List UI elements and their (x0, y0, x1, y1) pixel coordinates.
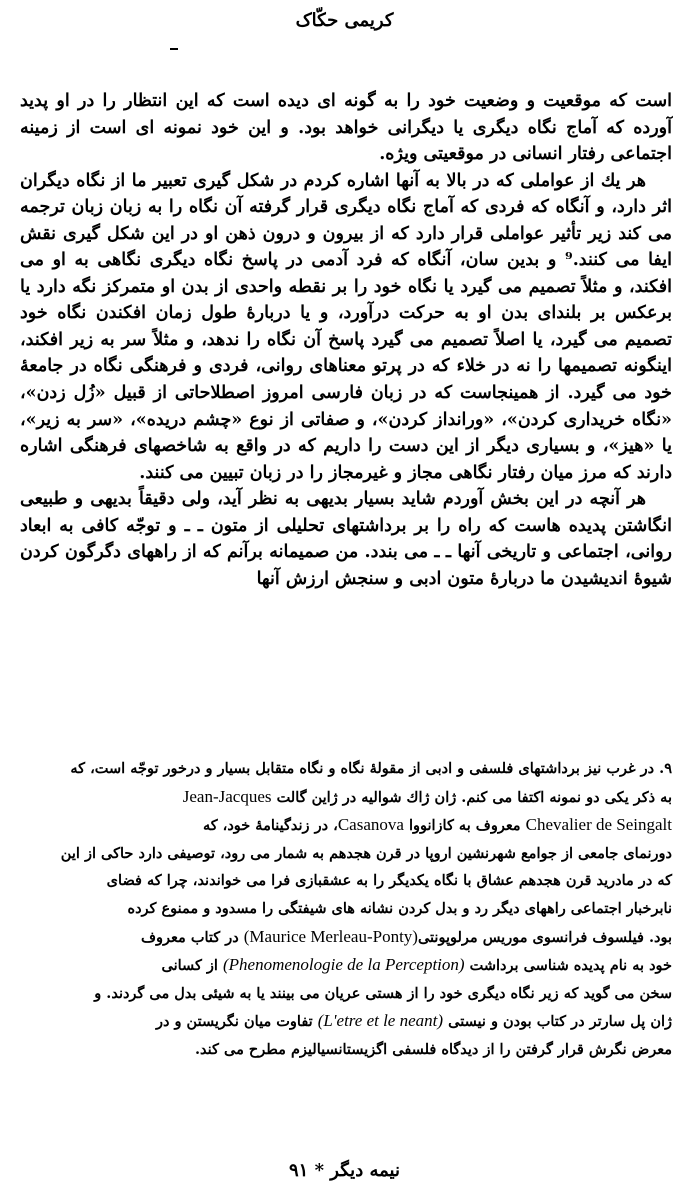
name-merleau-ponty: (Maurice Merleau-Ponty) (243, 926, 418, 946)
footnote-line-5: که در مادرید قرن هجدهم عشاق با نگاه یکدیگر را به عشقبازی فرا می خواندند، چرا که فضای (106, 872, 672, 890)
footnote-line-6: نابرخبار اجتماعی راههای دیگر رد و بدل کردن نشانه های شیفتگی را مسدود و ممنوع کرده (127, 899, 672, 917)
name-chevalier-de-seingalt: Chevalier de Seingalt (525, 815, 672, 835)
name-casanova: Casanova (337, 815, 404, 835)
footnote-line-4: دورنمای جامعی از جوامع شهرنشین اروپا در قرن هجدهم به شمار می رود، توصیفی دارد حاکی از این (60, 844, 672, 862)
footnote-line-8 (20, 951, 672, 980)
footnote-line-7-text-a: بود. فیلسوف فرانسوی موریس مرلوپونتی (417, 928, 672, 946)
paragraph-1: است که موقعیت و وضعیت خود را به گونه ای دیده است که این انتظار را در او پدید آورده که آماج نگاه دیگری یا دیگرانی خواهد بود. و این خود نمونه ای است از زمینه اجتماعی رفتار انسانی در موقعیتی ویژه. (20, 91, 672, 165)
footnote-9 (20, 755, 672, 1064)
footnote-line-11: معرض نگرش قرار گرفتن را از دیدگاه فلسفی اگزیستانسیالیزم مطرح می کند. (195, 1040, 672, 1058)
page-folio: نیمه دیگر * ۹۱ (289, 1160, 400, 1181)
title-letre-et-le-neant: (L'etre et le neant) (317, 1011, 444, 1031)
footnote-line-3 (20, 811, 672, 840)
footnote-line-10-text-a: ژان پل سارتر در کتاب بودن و نیستی (448, 1013, 672, 1031)
footnote-line-2 (20, 783, 672, 812)
name-jean-jacques: Jean-Jacques (182, 786, 272, 806)
paragraph-3: هر آنچه در این بخش آوردم شاید بسیار بدیهی به نظر آید، ولی دقیقاً بدیهی و طبیعی انگاشتن پدیده هاست که راه را بر برداشتهای تحلیلی از متون ـ ـ و توجّه کافی به ابعاد روانی، اجتماعی و تاریخی آنها ـ ـ می بندد. من صمیمانه برآنم که از راههای دگرگون کردن شیوهٔ اندیشیدن ما دربارهٔ متون ادبی و سنجش ارزش آنها (20, 489, 672, 589)
footnote-line-8-text-b: از کسانی (161, 957, 218, 975)
title-phenomenologie: (Phenomenologie de la Perception) (223, 955, 465, 975)
footnote-line-1: ۹. در غرب نیز برداشتهای فلسفی و ادبی از مقولهٔ نگاه و نگاه متقابل بسیار و درخور توجّه است، که (70, 760, 672, 777)
footnote-line-7-text-b: در کتاب معروف (141, 928, 239, 946)
footnote-line-7 (20, 923, 672, 952)
footnote-line-10-text-b: تفاوت میان نگریستن و در (155, 1013, 313, 1031)
footnote-line-3-text-a: معروف به کازانووا (408, 817, 521, 835)
printer-tick-mark (170, 48, 178, 50)
footnote-line-9: سخن می گوید که زیر نگاه دیگری خود را از هستی عریان می بینند یا به شیئی بدل می گردند. و (94, 984, 672, 1002)
footnote-line-3-text-b: ، در زندگینامهٔ خود، که (202, 817, 338, 835)
footnote-line-8-text-a: خود به نام پدیده شناسی برداشت (469, 957, 672, 975)
paragraph-2: هر یك از عواملی که در بالا به آنها اشاره کردم در شکل گیری تعبیر ما از نگاه دیگران اثر دارد، و آنگاه که فردی که آماج نگاه دیگری قرار گرفته آن نگاه را به زبان زبان ترجمه می کند زیر تأثیر عواملی قرار دارد که از بیرون و درون ذهن او در این شکل گیری نقش ایفا می کنند.⁹ و بدین سان، آنگاه که فرد آدمی در پاسخ نگاه دیگری نگاهی به او می افکند، و مثلاً تصمیم می گیرد یا نگاه خود را بر نقطه واحدی از بدن او متمرکز نگه دارد یا برعکس بر بلندای بدن او به حرکت درآورد، و یا دربارهٔ طول زمان افکندن نگاه خود تصمیم می گیرد، یا اصلاً تصمیم می گیرد پاسخ آن نگاه را ندهد، و مثلاً سر به زیر افکند، اینگونه تصمیمها را نه در خلاء که در پرتو معناهای روانی، فردی و فرهنگی نگاه در جامعهٔ خود می گیرد. از همینجاست که در زبان فارسی امروز اصطلاحاتی از قبیل «زُل زدن»، «نگاه خریداری کردن»، «ورانداز کردن»، و صفاتی از نوع «چشم دریده»، «سر به زیر»، یا «هیز»، و بسیاری دیگر از این دست را داریم که در واقع به شاخصهای فرهنگی اشاره دارند که مرز میان رفتار نگاهی مجاز و غیرمجاز را در زبان تبیین می کنند. (20, 170, 673, 483)
footnote-line-10 (20, 1007, 672, 1036)
main-text (20, 88, 672, 592)
footnote-line-2-text: به ذکر یکی دو نمونه اکتفا می کنم. ژان ژاك شوالیه در ژاین گالت (276, 788, 672, 806)
running-title: کریمی حکّاک (295, 10, 394, 31)
